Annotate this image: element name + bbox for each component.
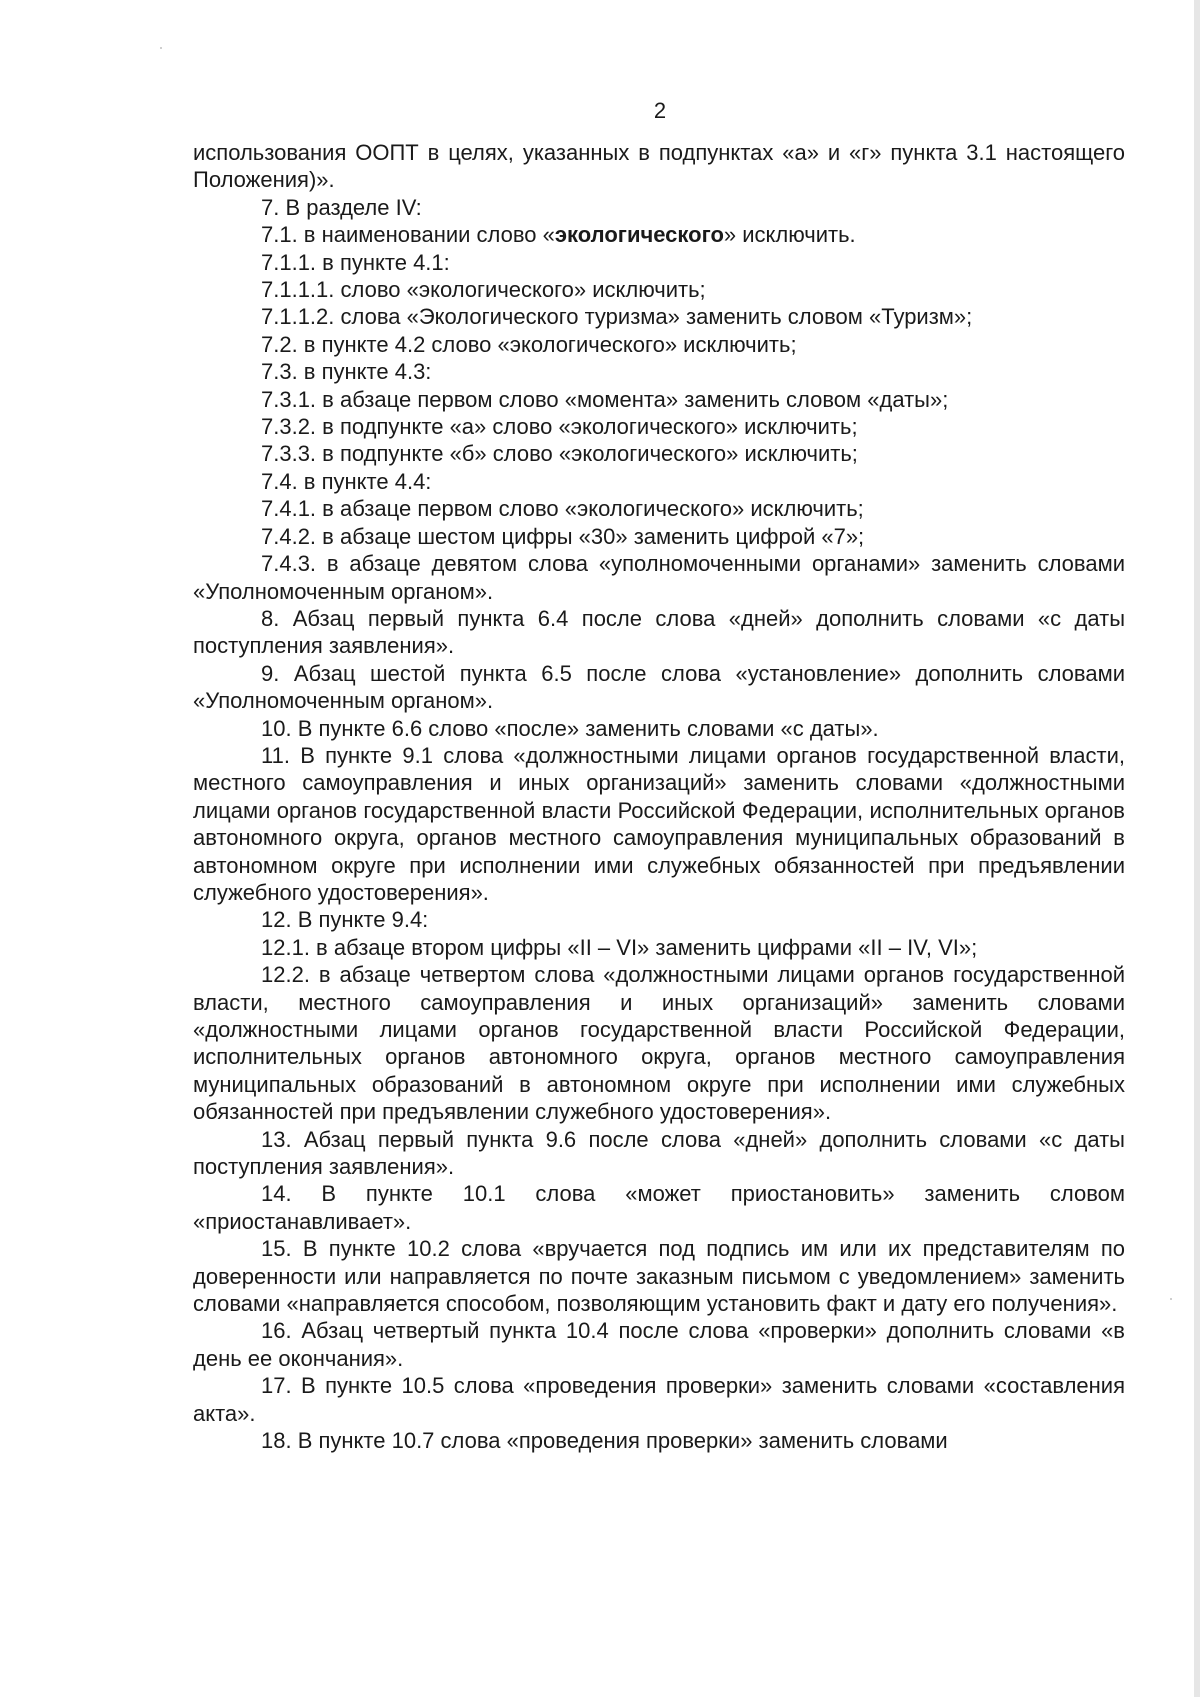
paragraph: 7.3. в пункте 4.3: bbox=[261, 359, 432, 385]
paragraph-7-1 bbox=[193, 221, 1125, 248]
paragraph: 13. Абзац первый пункта 9.6 после слова «дней» дополнить словами «с даты поступления заявления». bbox=[193, 1126, 1125, 1180]
scan-speck bbox=[1170, 1298, 1172, 1300]
paragraph: 7.4.2. в абзаце шестом цифры «30» заменить цифрой «7»; bbox=[261, 523, 865, 549]
page-number: 2 bbox=[653, 98, 667, 123]
paragraph: 14. В пункте 10.1 слова «может приостановить» заменить словом «приостанавливает». bbox=[193, 1181, 1125, 1234]
paragraph: 7.4. в пункте 4.4: bbox=[261, 468, 432, 494]
paragraph: 16. Абзац четвертый пункта 10.4 после слова «проверки» дополнить словами «в день ее окончания». bbox=[193, 1318, 1125, 1371]
paragraph: 7.3.2. в подпункте «а» слово «экологического» исключить; bbox=[261, 414, 858, 440]
paragraph: 10. В пункте 6.6 слово «после» заменить словами «с даты». bbox=[261, 715, 879, 741]
paragraph: 15. В пункте 10.2 слова «вручается под подпись им или их представителям по доверенности или направляется по почте заказным письмом с уведомлением» заменить словами «направляется способом, позволяющим установить факт и дату его получения». bbox=[193, 1236, 1125, 1317]
paragraph: 7.1.1. в пункте 4.1: bbox=[261, 249, 450, 275]
paragraph: 18. В пункте 10.7 слова «проведения проверки» заменить словами bbox=[261, 1428, 948, 1454]
document-body bbox=[193, 139, 1125, 1455]
paragraph-7-1-after: » исключить. bbox=[723, 222, 856, 248]
paragraph: 17. В пункте 10.5 слова «проведения проверки» заменить словами «составления акта». bbox=[193, 1373, 1125, 1426]
paragraph: 7. В разделе IV: bbox=[261, 194, 422, 220]
paragraph: 12.2. в абзаце четвертом слова «должностными лицами органов государственной власти, местного самоуправления и иных организаций» заменить словами «должностными лицами органов государственной власти Российской Федерации, исполнительных органов автономного округа, органов местного самоуправления муниципальных образований в автономном округе при исполнении ими служебных обязанностей при предъявлении служебного удостоверения». bbox=[193, 962, 1125, 1125]
paragraph: 7.3.3. в подпункте «б» слово «экологического» исключить; bbox=[261, 441, 858, 467]
paragraph: 7.4.3. в абзаце девятом слова «уполномоченными органами» заменить словами «Уполномоченным органом». bbox=[193, 551, 1125, 604]
paragraph: 7.3.1. в абзаце первом слово «момента» заменить словом «даты»; bbox=[261, 386, 949, 412]
paragraph: использования ООПТ в целях, указанных в подпунктах «а» и «г» пункта 3.1 настоящего Положения)». bbox=[193, 140, 1125, 193]
paragraph-7-1-before: 7.1. в наименовании слово « bbox=[261, 222, 555, 248]
paragraph-7-1-bold-word: экологического bbox=[554, 222, 724, 248]
paragraph: 7.1.1.2. слова «Экологического туризма» заменить словом «Туризм»; bbox=[261, 304, 973, 330]
scan-speck bbox=[160, 47, 162, 49]
paragraph: 7.4.1. в абзаце первом слово «экологического» исключить; bbox=[261, 496, 864, 522]
paragraph: 7.2. в пункте 4.2 слово «экологического» исключить; bbox=[261, 331, 797, 357]
paragraph: 8. Абзац первый пункта 6.4 после слова «дней» дополнить словами «с даты поступления заявления». bbox=[193, 605, 1125, 659]
paragraph: 12. В пункте 9.4: bbox=[261, 907, 429, 933]
paragraph: 12.1. в абзаце втором цифры «II – VI» заменить цифрами «II – IV, VI»; bbox=[261, 934, 978, 960]
paragraph: 7.1.1.1. слово «экологического» исключить; bbox=[261, 277, 706, 303]
paragraph: 9. Абзац шестой пункта 6.5 после слова «установление» дополнить словами «Уполномоченным органом». bbox=[193, 660, 1125, 714]
paragraph: 11. В пункте 9.1 слова «должностными лицами органов государственной власти, местного самоуправления и иных организаций» заменить словами «должностными лицами органов государственной власти Российской Федерации, исполнительных органов автономного округа, органов местного самоуправления муниципальных образований в автономном округе при исполнении ими служебных обязанностей при предъявлении служебного удостоверения». bbox=[193, 742, 1125, 905]
scan-edge bbox=[1194, 0, 1200, 1697]
